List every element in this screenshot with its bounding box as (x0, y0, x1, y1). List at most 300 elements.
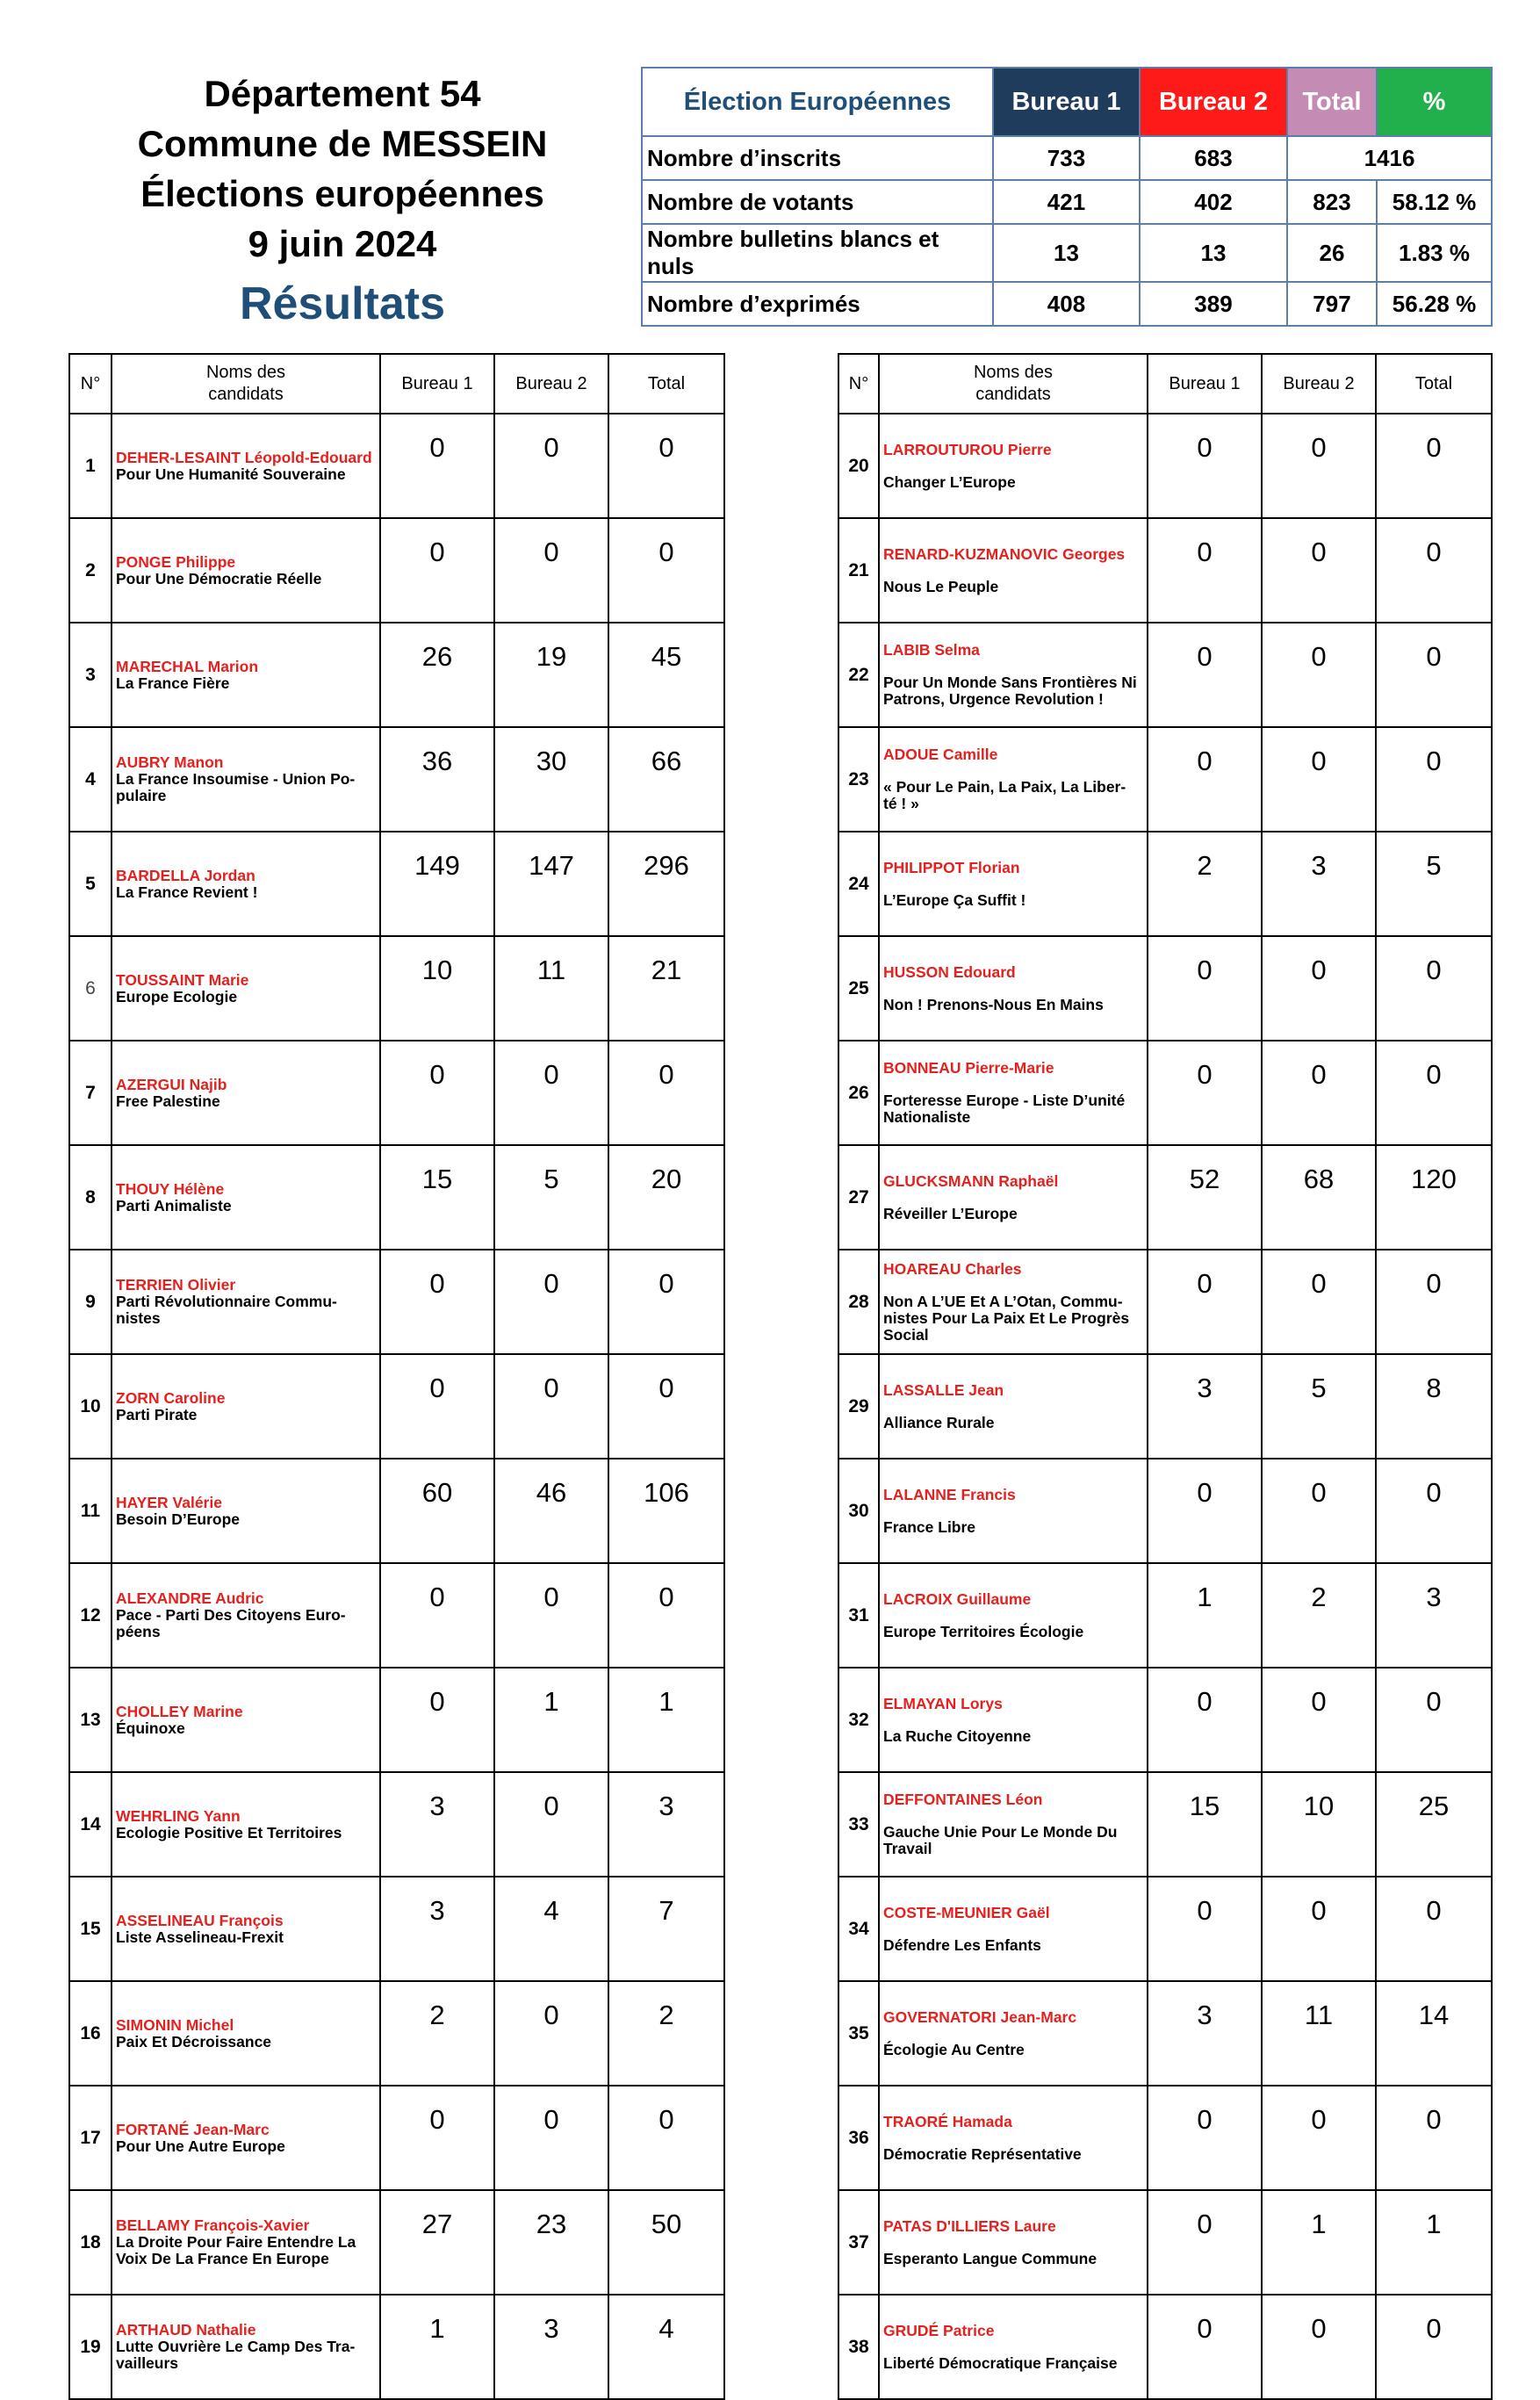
candidate-name: LABIB Selma (883, 641, 980, 659)
candidate-cell (112, 623, 380, 727)
summary-total: 823 (1287, 180, 1377, 224)
candidate-name: BARDELLA Jordan (116, 866, 255, 884)
votes-bureau1: 2 (1148, 832, 1262, 936)
summary-total: 1416 (1287, 136, 1492, 180)
votes-total: 0 (1376, 2086, 1492, 2190)
votes-total: 0 (608, 1563, 724, 1668)
party-name: La Droite Pour Faire Entendre La Voix De La France En Europe (116, 2233, 356, 2267)
candidate-number: 30 (838, 1459, 879, 1563)
votes-total: 3 (1376, 1563, 1492, 1668)
summary-bureau2: 402 (1140, 180, 1287, 224)
votes-bureau1: 52 (1148, 1145, 1262, 1250)
candidate-cell (879, 2295, 1148, 2399)
candidate-cell (879, 1877, 1148, 1981)
candidate-row (838, 2086, 1492, 2190)
votes-bureau1: 36 (380, 727, 494, 832)
candidate-name: DEHER-LESAINT Léopold-Edouard (116, 448, 372, 466)
candidate-row (838, 1041, 1492, 1145)
votes-bureau2: 0 (1262, 1668, 1376, 1772)
candidate-number: 13 (69, 1668, 112, 1772)
candidate-cell (879, 936, 1148, 1041)
candidate-row (838, 623, 1492, 727)
candidate-name: HAYER Valérie (116, 1493, 222, 1511)
party-name: Gauche Unie Pour Le Monde Du Travail (883, 1823, 1118, 1857)
candidate-row (69, 623, 724, 727)
candidate-row (69, 832, 724, 936)
votes-bureau1: 1 (1148, 1563, 1262, 1668)
votes-bureau1: 0 (380, 1250, 494, 1354)
candidate-name: ZORN Caroline (116, 1388, 226, 1407)
candidate-row (69, 1459, 724, 1563)
party-name: Parti Révolutionnaire Commu- nistes (116, 1293, 337, 1327)
votes-bureau1: 3 (1148, 1981, 1262, 2086)
candidate-cell (879, 1668, 1148, 1772)
party-name: France Libre (883, 1517, 976, 1536)
votes-bureau2: 0 (1262, 727, 1376, 832)
party-name: Démocratie Représentative (883, 2144, 1082, 2163)
candidate-number: 37 (838, 2190, 879, 2295)
candidate-row (838, 1981, 1492, 2086)
votes-bureau1: 0 (1148, 1041, 1262, 1145)
votes-total: 0 (1376, 1459, 1492, 1563)
votes-bureau2: 0 (1262, 2295, 1376, 2399)
candidate-row (69, 1145, 724, 1250)
candidate-row (69, 1354, 724, 1459)
summary-bureau1: 733 (993, 136, 1140, 180)
title-block (61, 68, 623, 339)
votes-total: 0 (1376, 936, 1492, 1041)
results-table-left (68, 353, 725, 2400)
candidate-name: AUBRY Manon (116, 753, 224, 771)
candidate-row (69, 2086, 724, 2190)
votes-bureau1: 0 (1148, 727, 1262, 832)
party-name: Défendre Les Enfants (883, 1935, 1041, 1954)
votes-total: 120 (1376, 1145, 1492, 1250)
candidate-name: LASSALLE Jean (883, 1380, 1004, 1399)
votes-bureau2: 23 (494, 2190, 608, 2295)
candidate-cell (112, 1250, 380, 1354)
candidate-cell (879, 1459, 1148, 1563)
party-name: Lutte Ouvrière Le Camp Des Tra- vailleurs (116, 2338, 356, 2372)
candidate-name: COSTE-MEUNIER Gaël (883, 1903, 1050, 1921)
party-name: Pace - Parti Des Citoyens Euro- péens (116, 1606, 346, 1640)
candidate-cell (112, 2086, 380, 2190)
candidate-number: 35 (838, 1981, 879, 2086)
candidate-number: 1 (69, 414, 112, 518)
candidate-row (838, 1772, 1492, 1877)
candidate-row (69, 1772, 724, 1877)
votes-bureau2: 11 (1262, 1981, 1376, 2086)
votes-bureau1: 0 (380, 1354, 494, 1459)
col-header-total: Total (608, 354, 724, 414)
party-name: La France Revient ! (116, 883, 258, 901)
candidate-cell (879, 2086, 1148, 2190)
candidate-number: 9 (69, 1250, 112, 1354)
votes-bureau1: 0 (1148, 2295, 1262, 2399)
votes-bureau2: 0 (494, 1563, 608, 1668)
party-name: Équinoxe (116, 1719, 185, 1737)
votes-bureau2: 19 (494, 623, 608, 727)
summary-bureau2: 13 (1140, 224, 1287, 282)
summary-row-inscrits (642, 136, 1492, 180)
votes-bureau1: 0 (380, 1668, 494, 1772)
candidate-number: 23 (838, 727, 879, 832)
votes-total: 0 (1376, 1250, 1492, 1354)
candidate-cell (879, 1145, 1148, 1250)
candidate-cell (879, 1041, 1148, 1145)
summary-table (641, 67, 1493, 327)
party-name: Europe Territoires Écologie (883, 1622, 1084, 1640)
candidate-cell (879, 518, 1148, 623)
votes-bureau1: 0 (380, 1041, 494, 1145)
candidate-number: 18 (69, 2190, 112, 2295)
votes-bureau1: 0 (380, 414, 494, 518)
votes-total: 50 (608, 2190, 724, 2295)
candidate-name: AZERGUI Najib (116, 1075, 227, 1093)
col-header-bureau2: Bureau 2 (1262, 354, 1376, 414)
votes-bureau1: 0 (380, 2086, 494, 2190)
votes-total: 0 (1376, 1668, 1492, 1772)
candidate-number: 36 (838, 2086, 879, 2190)
candidate-row (69, 518, 724, 623)
candidate-name: GLUCKSMANN Raphaël (883, 1171, 1059, 1190)
votes-bureau2: 1 (494, 1668, 608, 1772)
votes-total: 0 (608, 1250, 724, 1354)
summary-total: 797 (1287, 282, 1377, 326)
candidate-name: LACROIX Guillaume (883, 1589, 1032, 1608)
candidate-cell (112, 1772, 380, 1877)
party-name: La France Fière (116, 674, 230, 692)
party-name: Pour Une Démocratie Réelle (116, 569, 322, 587)
candidate-number: 16 (69, 1981, 112, 2086)
party-name: Liberté Démocratique Française (883, 2353, 1118, 2372)
votes-bureau2: 0 (494, 414, 608, 518)
summary-percent: 58.12 % (1377, 180, 1492, 224)
party-name: Free Palestine (116, 1092, 220, 1110)
votes-total: 7 (608, 1877, 724, 1981)
candidate-name: DEFFONTAINES Léon (883, 1791, 1043, 1808)
candidate-cell (879, 623, 1148, 727)
candidate-name: GOVERNATORI Jean-Marc (883, 2007, 1077, 2026)
votes-total: 14 (1376, 1981, 1492, 2086)
candidate-row (838, 832, 1492, 936)
votes-total: 0 (1376, 518, 1492, 623)
summary-row-exprimes (642, 282, 1492, 326)
candidate-number: 33 (838, 1772, 879, 1877)
candidate-cell (112, 727, 380, 832)
candidate-number: 26 (838, 1041, 879, 1145)
votes-bureau1: 10 (380, 936, 494, 1041)
votes-bureau2: 0 (494, 1354, 608, 1459)
votes-total: 0 (608, 1041, 724, 1145)
votes-bureau1: 0 (1148, 2190, 1262, 2295)
votes-bureau2: 0 (1262, 1250, 1376, 1354)
votes-bureau1: 1 (380, 2295, 494, 2399)
votes-bureau2: 1 (1262, 2190, 1376, 2295)
candidate-name: GRUDÉ Patrice (883, 2321, 995, 2339)
votes-total: 0 (608, 518, 724, 623)
summary-row-label: Nombre d’exprimés (642, 282, 993, 326)
col-header-bureau2: Bureau 2 (494, 354, 608, 414)
title-departement: Département 54 (204, 73, 481, 114)
candidate-name: TERRIEN Olivier (116, 1276, 236, 1294)
candidate-number: 34 (838, 1877, 879, 1981)
candidate-cell (879, 1354, 1148, 1459)
candidate-cell (112, 2295, 380, 2399)
votes-bureau2: 0 (494, 2086, 608, 2190)
votes-bureau2: 46 (494, 1459, 608, 1563)
candidate-cell (112, 1041, 380, 1145)
votes-total: 296 (608, 832, 724, 936)
candidate-name: MARECHAL Marion (116, 657, 259, 675)
votes-total: 0 (1376, 414, 1492, 518)
candidate-number: 2 (69, 518, 112, 623)
votes-bureau1: 3 (380, 1772, 494, 1877)
col-header-names: Noms des candidats (112, 354, 380, 414)
votes-total: 2 (608, 1981, 724, 2086)
votes-bureau1: 0 (1148, 1668, 1262, 1772)
results-heading: Résultats (239, 278, 446, 329)
title-commune: Commune de MESSEIN (137, 123, 548, 164)
candidate-number: 3 (69, 623, 112, 727)
votes-bureau2: 4 (494, 1877, 608, 1981)
votes-bureau2: 5 (1262, 1354, 1376, 1459)
votes-total: 106 (608, 1459, 724, 1563)
candidate-cell (112, 1354, 380, 1459)
candidate-name: LARROUTUROU Pierre (883, 440, 1052, 458)
candidate-number: 20 (838, 414, 879, 518)
votes-bureau1: 27 (380, 2190, 494, 2295)
votes-bureau1: 0 (380, 518, 494, 623)
votes-bureau1: 149 (380, 832, 494, 936)
candidate-number: 7 (69, 1041, 112, 1145)
summary-row-label: Nombre d’inscrits (642, 136, 993, 180)
candidate-name: BONNEAU Pierre-Marie (883, 1059, 1054, 1077)
summary-percent: 1.83 % (1377, 224, 1492, 282)
candidate-number: 22 (838, 623, 879, 727)
party-name: Besoin D’Europe (116, 1510, 240, 1528)
party-name: La Ruche Citoyenne (883, 1726, 1032, 1745)
candidate-number: 21 (838, 518, 879, 623)
col-header-bureau1: Bureau 1 (380, 354, 494, 414)
candidate-row (838, 1145, 1492, 1250)
candidate-row (69, 1250, 724, 1354)
candidate-number: 11 (69, 1459, 112, 1563)
candidate-name: SIMONIN Michel (116, 2015, 234, 2034)
candidate-name: ASSELINEAU François (116, 1911, 284, 1929)
party-name: Réveiller L’Europe (883, 1204, 1018, 1222)
title-election: Élections européennes (140, 173, 544, 214)
candidate-number: 38 (838, 2295, 879, 2399)
votes-total: 0 (1376, 727, 1492, 832)
party-name: Pour Une Autre Europe (116, 2137, 285, 2155)
candidate-cell (112, 936, 380, 1041)
party-name: Parti Pirate (116, 1405, 198, 1423)
candidate-name: ALEXANDRE Audric (116, 1589, 264, 1607)
candidate-cell (879, 727, 1148, 832)
candidate-row (69, 936, 724, 1041)
candidate-cell (112, 1563, 380, 1668)
summary-header-label: Élection Européennes (642, 68, 993, 136)
votes-bureau2: 0 (494, 518, 608, 623)
candidate-number: 6 (69, 936, 112, 1041)
candidate-number: 27 (838, 1145, 879, 1250)
party-name: La France Insoumise - Union Po- pulaire (116, 770, 356, 804)
votes-bureau2: 2 (1262, 1563, 1376, 1668)
candidate-number: 17 (69, 2086, 112, 2190)
votes-bureau1: 3 (380, 1877, 494, 1981)
candidate-row (69, 1668, 724, 1772)
votes-total: 66 (608, 727, 724, 832)
candidate-name: ADOUE Camille (883, 746, 998, 763)
votes-total: 0 (1376, 2295, 1492, 2399)
votes-total: 1 (1376, 2190, 1492, 2295)
votes-bureau1: 15 (1148, 1772, 1262, 1877)
candidate-row (69, 1877, 724, 1981)
votes-bureau1: 0 (1148, 1250, 1262, 1354)
candidate-cell (112, 1145, 380, 1250)
party-name: Forteresse Europe - Liste D’unité Nationaliste (883, 1092, 1126, 1126)
candidate-row (69, 2295, 724, 2399)
votes-total: 20 (608, 1145, 724, 1250)
candidate-row (69, 2190, 724, 2295)
candidate-row (69, 1981, 724, 2086)
summary-header-percent: % (1377, 68, 1492, 136)
party-name: Nous Le Peuple (883, 577, 999, 595)
summary-header-bureau1: Bureau 1 (993, 68, 1140, 136)
candidate-cell (879, 1772, 1148, 1877)
votes-total: 45 (608, 623, 724, 727)
candidate-name: BELLAMY François-Xavier (116, 2216, 310, 2234)
candidate-number: 32 (838, 1668, 879, 1772)
candidate-row (838, 1354, 1492, 1459)
candidate-row (69, 414, 724, 518)
party-name: Changer L’Europe (883, 472, 1016, 491)
candidate-row (69, 1563, 724, 1668)
candidate-name: PHILIPPOT Florian (883, 858, 1020, 876)
candidate-cell (112, 1981, 380, 2086)
votes-bureau2: 0 (1262, 936, 1376, 1041)
party-name: Écologie Au Centre (883, 2040, 1025, 2058)
candidate-name: TRAORÉ Hamada (883, 2112, 1012, 2130)
votes-bureau2: 0 (494, 1772, 608, 1877)
candidate-row (838, 1668, 1492, 1772)
candidate-row (838, 1563, 1492, 1668)
col-header-num: N° (69, 354, 112, 414)
party-name: Europe Ecologie (116, 987, 238, 1005)
candidate-name: THOUY Hélène (116, 1179, 225, 1198)
candidate-cell (112, 414, 380, 518)
candidate-row (69, 727, 724, 832)
party-name: Paix Et Décroissance (116, 2032, 272, 2050)
summary-bureau1: 13 (993, 224, 1140, 282)
candidate-number: 25 (838, 936, 879, 1041)
candidate-name: FORTANÉ Jean-Marc (116, 2120, 270, 2138)
candidate-number: 4 (69, 727, 112, 832)
votes-bureau2: 10 (1262, 1772, 1376, 1877)
votes-bureau2: 0 (1262, 1459, 1376, 1563)
votes-bureau1: 0 (1148, 936, 1262, 1041)
candidate-name: ARTHAUD Nathalie (116, 2321, 256, 2339)
summary-bureau2: 389 (1140, 282, 1287, 326)
candidate-row (838, 2190, 1492, 2295)
candidate-cell (879, 1563, 1148, 1668)
candidate-row (838, 414, 1492, 518)
candidate-cell (879, 414, 1148, 518)
candidate-number: 8 (69, 1145, 112, 1250)
summary-bureau1: 408 (993, 282, 1140, 326)
votes-bureau2: 0 (494, 1250, 608, 1354)
votes-bureau1: 15 (380, 1145, 494, 1250)
votes-bureau1: 0 (1148, 1877, 1262, 1981)
votes-bureau2: 0 (1262, 518, 1376, 623)
votes-bureau1: 0 (1148, 1459, 1262, 1563)
candidate-name: PONGE Philippe (116, 552, 236, 571)
votes-total: 25 (1376, 1772, 1492, 1877)
results-table-right (838, 353, 1493, 2400)
votes-bureau2: 5 (494, 1145, 608, 1250)
votes-total: 0 (608, 414, 724, 518)
candidate-number: 19 (69, 2295, 112, 2399)
votes-bureau2: 0 (1262, 623, 1376, 727)
summary-bureau2: 683 (1140, 136, 1287, 180)
votes-total: 0 (1376, 623, 1492, 727)
votes-bureau1: 0 (380, 1563, 494, 1668)
candidate-cell (112, 1668, 380, 1772)
votes-total: 0 (1376, 1041, 1492, 1145)
candidate-row (838, 2295, 1492, 2399)
votes-bureau1: 3 (1148, 1354, 1262, 1459)
candidate-row (838, 727, 1492, 832)
col-header-total: Total (1376, 354, 1492, 414)
summary-header-total: Total (1287, 68, 1377, 136)
candidate-cell (879, 832, 1148, 936)
candidate-cell (112, 832, 380, 936)
summary-header-bureau2: Bureau 2 (1140, 68, 1287, 136)
candidate-cell (879, 1250, 1148, 1354)
candidate-row (69, 1041, 724, 1145)
candidate-number: 24 (838, 832, 879, 936)
votes-bureau2: 3 (1262, 832, 1376, 936)
candidate-name: HOAREAU Charles (883, 1259, 1022, 1278)
summary-row-label: Nombre bulletins blancs et nuls (642, 224, 993, 282)
candidate-cell (112, 518, 380, 623)
votes-bureau2: 68 (1262, 1145, 1376, 1250)
party-name: L’Europe Ça Suffit ! (883, 890, 1026, 909)
votes-total: 8 (1376, 1354, 1492, 1459)
candidate-number: 31 (838, 1563, 879, 1668)
candidate-name: CHOLLEY Marine (116, 1702, 243, 1720)
votes-bureau1: 26 (380, 623, 494, 727)
votes-total: 21 (608, 936, 724, 1041)
votes-total: 1 (608, 1668, 724, 1772)
party-name: Pour Une Humanité Souveraine (116, 465, 346, 483)
votes-bureau2: 0 (1262, 1041, 1376, 1145)
title-date: 9 juin 2024 (248, 223, 437, 264)
votes-bureau1: 0 (1148, 623, 1262, 727)
votes-bureau2: 0 (1262, 1877, 1376, 1981)
party-name: Ecologie Positive Et Territoires (116, 1823, 342, 1841)
candidate-name: WEHRLING Yann (116, 1806, 241, 1825)
candidate-cell (112, 1877, 380, 1981)
candidate-name: TOUSSAINT Marie (116, 970, 249, 989)
candidate-number: 12 (69, 1563, 112, 1668)
candidate-name: PATAS D'ILLIERS Laure (883, 2216, 1056, 2235)
summary-percent: 56.28 % (1377, 282, 1492, 326)
votes-total: 5 (1376, 832, 1492, 936)
votes-total: 0 (1376, 1877, 1492, 1981)
candidate-number: 14 (69, 1772, 112, 1877)
